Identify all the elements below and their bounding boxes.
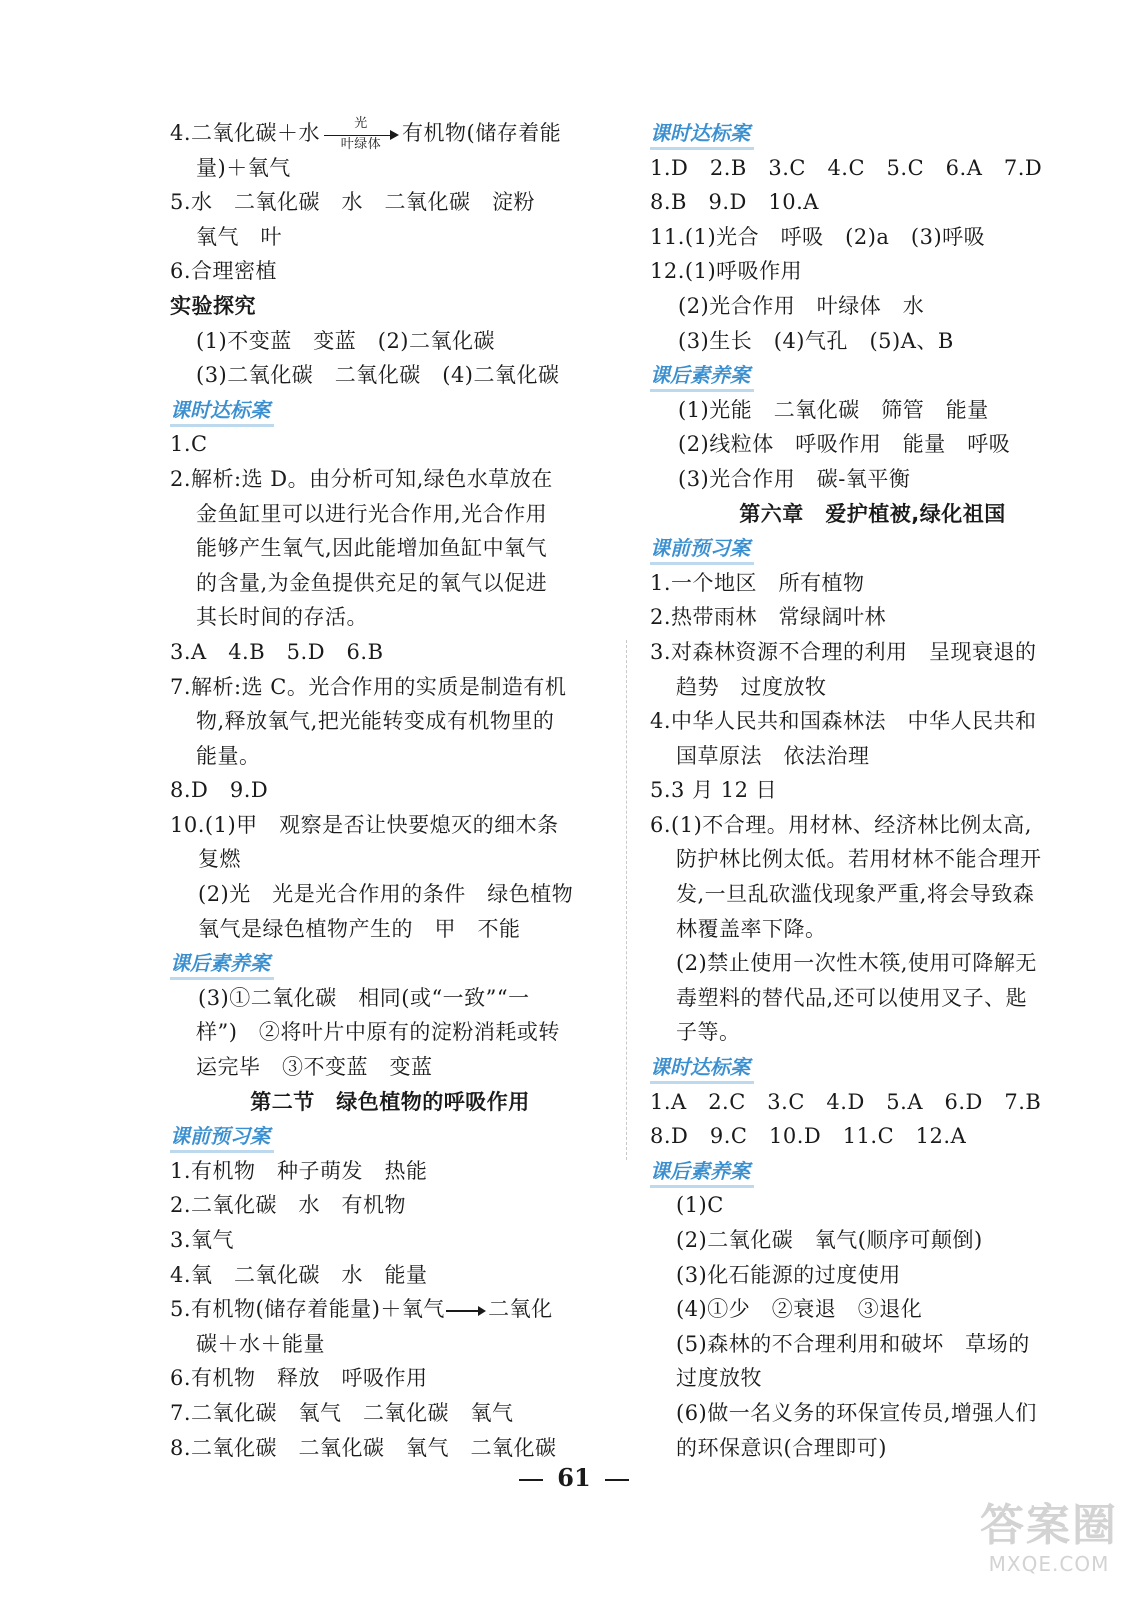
answer-line: 毒塑料的替代品,还可以使用叉子、匙	[676, 985, 1028, 1010]
answer-line: 4.中华人民共和国森林法 中华人民共和	[650, 709, 1037, 734]
answer-line: (3)光合作用 碳-氧平衡	[678, 466, 911, 491]
answer-line: (2)二氧化碳 氧气(顺序可颠倒)	[676, 1228, 983, 1252]
answer-line: (2)禁止使用一次性木筷,使用可降解无	[676, 951, 1037, 976]
answer-line: 防护林比例太低。若用材林不能合理开	[676, 847, 1042, 872]
answer-line: 10.(1)甲 观察是否让快要熄灭的细木条	[170, 812, 559, 837]
answer-line: 金鱼缸里可以进行光合作用,光合作用	[196, 501, 548, 526]
answer-line: (1)光能 二氧化碳 筛管 能量	[678, 397, 989, 422]
answer-line: 3.对森林资源不合理的利用 呈现衰退的	[650, 639, 1037, 664]
equation-right: 二氧化	[488, 1297, 553, 1322]
section-label: 课后素养案	[170, 949, 274, 980]
answer-line: 7.解析:选 C。光合作用的实质是制造有机	[170, 674, 567, 699]
column-divider	[626, 640, 627, 1160]
answer-line: (4)①少 ②衰退 ③退化	[676, 1297, 923, 1322]
answer-line: 1.有机物 种子萌发 热能	[170, 1158, 428, 1183]
section-title: 第二节 绿色植物的呼吸作用	[250, 1089, 530, 1114]
page-number-text: 61	[557, 1463, 591, 1492]
answer-line: 3.A 4.B 5.D 6.B	[170, 639, 384, 664]
section-label: 课时达标案	[650, 1053, 754, 1084]
answer-line: 能够产生氧气,因此能增加鱼缸中氧气	[196, 536, 548, 561]
section-label: 课后素养案	[650, 361, 754, 392]
answer-line: (3)①二氧化碳 相同(或“一致”“一	[198, 985, 530, 1010]
section-label: 课后素养案	[650, 1157, 754, 1188]
section-label: 课时达标案	[650, 119, 754, 150]
right-column	[650, 116, 1095, 1465]
experiment-heading: 实验探究	[170, 293, 256, 318]
answer-line: 林覆盖率下降。	[676, 916, 827, 941]
answer-line: 3.氧气	[170, 1228, 235, 1252]
answer-line: 8.D 9.D	[170, 778, 269, 803]
watermark-text: 答案圈	[980, 1500, 1118, 1551]
answer-line: (2)光合作用 叶绿体 水	[678, 293, 925, 318]
answer-line: (6)做一名义务的环保宣传员,增强人们	[676, 1400, 1037, 1425]
answer-line: 11.(1)光合 呼吸 (2)a (3)呼吸	[650, 224, 986, 249]
answer-line: 2.热带雨林 常绿阔叶林	[650, 605, 887, 630]
answer-line	[170, 1292, 610, 1327]
answer-line: (1)C	[676, 1193, 724, 1218]
answer-line: 8.二氧化碳 二氧化碳 氧气 二氧化碳	[170, 1435, 557, 1460]
reaction-arrow-icon	[446, 1310, 480, 1312]
answer-line: 能量。	[196, 743, 261, 768]
section-label: 课前预习案	[170, 1122, 274, 1153]
page-number	[0, 1463, 1148, 1492]
watermark-logo	[974, 1500, 1124, 1590]
answer-line: 的含量,为金鱼提供充足的氧气以促进	[196, 570, 548, 595]
answer-line: 2.二氧化碳 水 有机物	[170, 1193, 407, 1218]
watermark-domain: MXQE.COM	[988, 1552, 1110, 1576]
dash-right	[605, 1479, 629, 1481]
answer-line: 7.二氧化碳 氧气 二氧化碳 氧气	[170, 1400, 514, 1425]
answer-line: 氧气 叶	[196, 224, 282, 249]
chapter-title: 第六章 爱护植被,绿化祖国	[739, 501, 1006, 526]
answer-line: (2)线粒体 呼吸作用 能量 呼吸	[678, 432, 1011, 457]
answer-line: 运完毕 ③不变蓝 变蓝	[196, 1055, 433, 1080]
answer-line: 8.B 9.D 10.A	[650, 190, 819, 215]
answer-line: 4.氧 二氧化碳 水 能量	[170, 1262, 428, 1287]
equation-right: 有机物(储存着能	[402, 121, 562, 145]
section-label: 课前预习案	[650, 534, 754, 565]
answer-line: 5.水 二氧化碳 水 二氧化碳 淀粉	[170, 190, 536, 215]
answer-line: 2.解析:选 D。由分析可知,绿色水草放在	[170, 466, 553, 491]
answer-line: 发,一旦乱砍滥伐现象严重,将会导致森	[676, 882, 1035, 907]
equation-left: 4.二氧化碳＋水	[170, 121, 321, 145]
answer-line: 6.(1)不合理。用材林、经济林比例太高,	[650, 812, 1032, 837]
answer-line: 1.D 2.B 3.C 4.C 5.C 6.A 7.D	[650, 155, 1043, 180]
condition-light: 光	[354, 115, 368, 131]
answer-line: 复燃	[198, 847, 241, 872]
answer-line: 的环保意识(合理即可)	[676, 1435, 887, 1460]
answer-line: 8.D 9.C 10.D 11.C 12.A	[650, 1124, 967, 1149]
answer-line: 12.(1)呼吸作用	[650, 259, 803, 284]
answer-line: 子等。	[676, 1020, 741, 1045]
answer-line: (5)森林的不合理利用和破坏 草场的	[676, 1331, 1030, 1356]
answer-line: 5.3 月 12 日	[650, 778, 778, 803]
answer-line: (3)化石能源的过度使用	[676, 1262, 901, 1287]
answer-line	[170, 116, 610, 151]
answer-line: 国草原法 依法治理	[676, 743, 870, 768]
equation-left: 5.有机物(储存着能量)＋氧气	[170, 1297, 445, 1322]
left-column	[170, 116, 610, 1465]
answer-line: 1.A 2.C 3.C 4.D 5.A 6.D 7.B	[650, 1089, 1042, 1114]
condition-chloroplast: 叶绿体	[340, 136, 382, 152]
answer-line: 其长时间的存活。	[196, 605, 368, 630]
answer-line: 物,释放氧气,把光能转变成有机物里的	[196, 709, 555, 734]
answer-line: 碳＋水＋能量	[196, 1331, 325, 1356]
answer-line: 1.C	[170, 432, 208, 457]
reaction-arrow	[322, 115, 400, 152]
answer-line: 样”) ②将叶片中原有的淀粉消耗或转	[196, 1020, 560, 1045]
answer-line: 1.一个地区 所有植物	[650, 570, 865, 595]
answer-line: (2)光 光是光合作用的条件 绿色植物	[198, 882, 574, 907]
answer-line: 趋势 过度放牧	[676, 674, 827, 699]
answer-line: 6.有机物 释放 呼吸作用	[170, 1366, 428, 1391]
section-label: 课时达标案	[170, 396, 274, 427]
answer-line: 量)＋氧气	[196, 155, 291, 180]
answer-line: 氧气是绿色植物产生的 甲 不能	[198, 916, 521, 941]
answer-line: 过度放牧	[676, 1366, 762, 1391]
answer-line: (3)生长 (4)气孔 (5)A、B	[678, 328, 954, 353]
answer-line: 6.合理密植	[170, 259, 278, 284]
answer-line: (1)不变蓝 变蓝 (2)二氧化碳	[196, 328, 495, 353]
dash-left	[519, 1479, 543, 1481]
answer-line: (3)二氧化碳 二氧化碳 (4)二氧化碳	[196, 363, 560, 388]
